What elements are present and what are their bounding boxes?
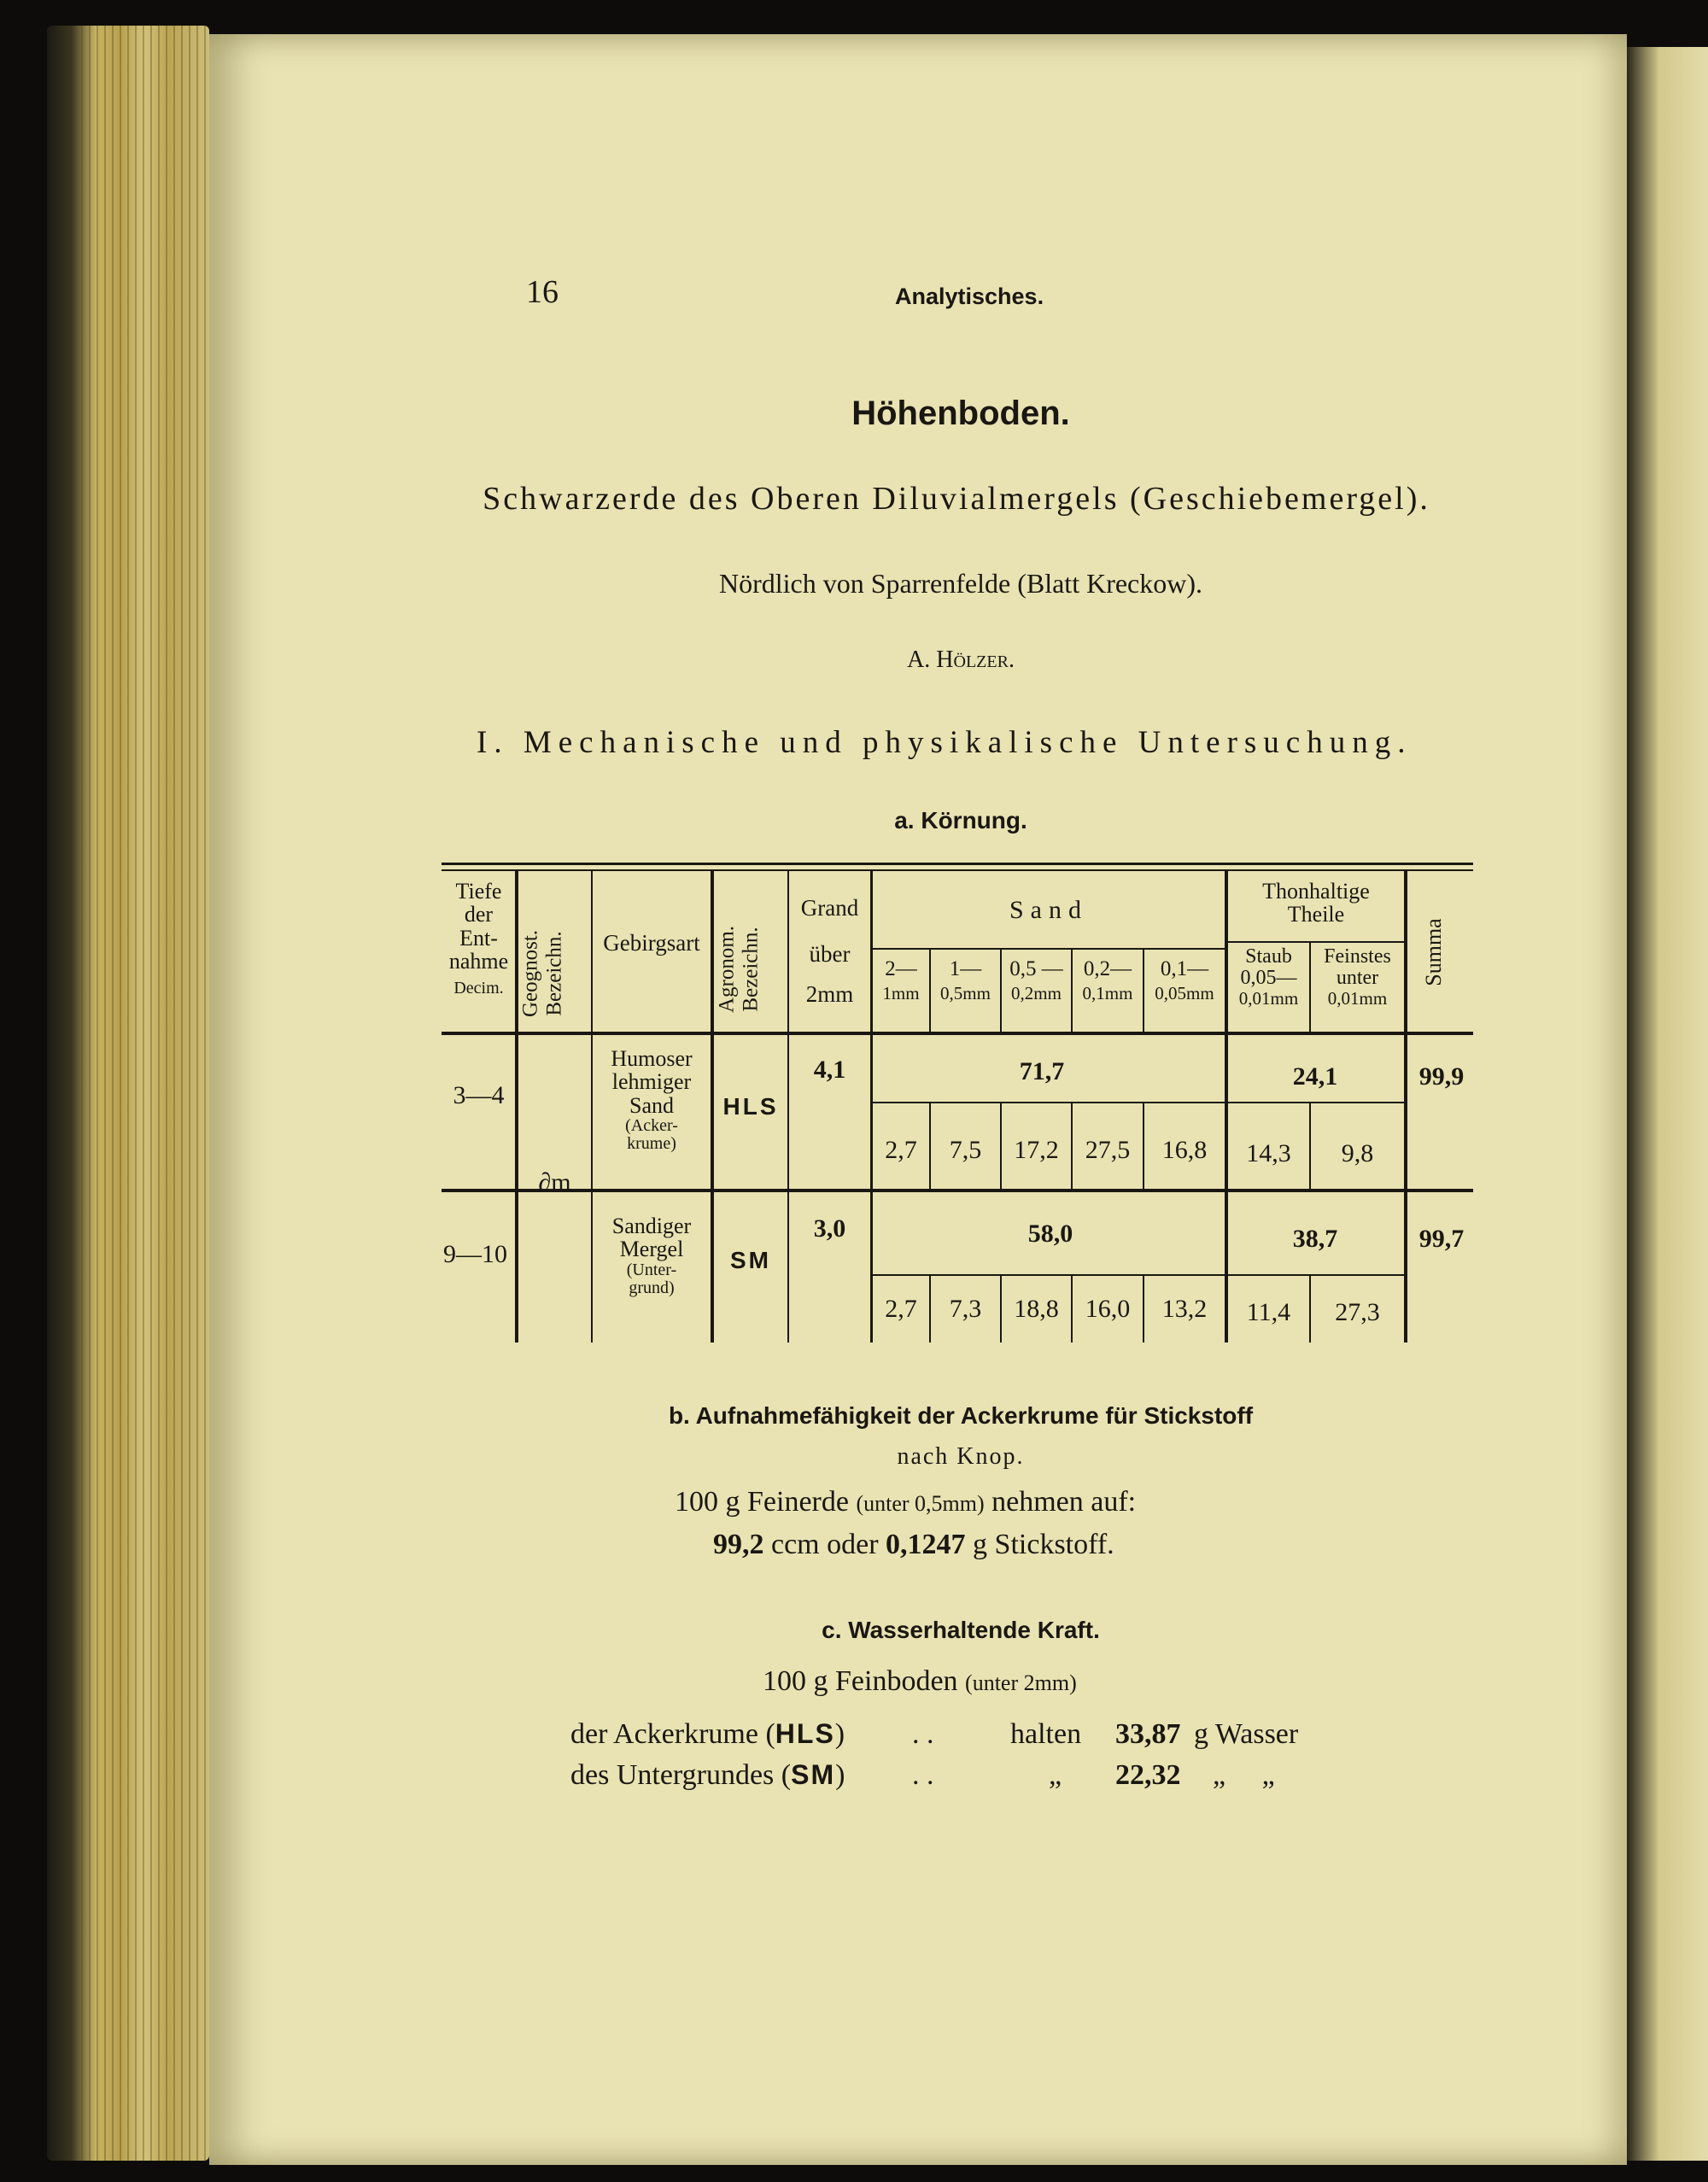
row1-sand-cell: 16,8	[1161, 1136, 1208, 1164]
value: 22,32	[1115, 1759, 1181, 1791]
section-heading-1: I. Mechanische und physikalische Untersuchung.	[477, 725, 1413, 760]
row1-thon-cell: 9,8	[1341, 1139, 1374, 1167]
thon-sub-rule	[1226, 941, 1406, 943]
header-geognost: Geognost. Bezeichn.	[518, 929, 565, 1018]
text: )	[834, 1718, 845, 1750]
row1-grand: 4,1	[813, 1056, 846, 1084]
header-agronom: Agronom. Bezeichn.	[715, 925, 762, 1014]
header-bottom-rule	[442, 1032, 1473, 1035]
location-line: Nördlich von Sparrenfelde (Blatt Kreckow).	[718, 568, 1203, 599]
row1-gebirgsart: Humoser lehmiger Sand (Acker- krume)	[611, 1046, 693, 1153]
text: 100 g Feinboden	[763, 1665, 966, 1697]
subtitle: Schwarzerde des Oberen Diluvialmergels (Geschiebemergel).	[483, 481, 1430, 517]
header-summa: Summa	[1421, 918, 1446, 986]
row1-thon-cell: 14,3	[1246, 1139, 1291, 1167]
text: „	[1049, 1759, 1062, 1791]
text: (unter 0,5mm)	[856, 1491, 985, 1516]
text: . .	[912, 1718, 934, 1750]
value: 33,87	[1115, 1718, 1181, 1750]
row2-sand-cell: 18,8	[1014, 1295, 1059, 1323]
row2-sand-total: 58,0	[1027, 1220, 1073, 1248]
header-thon: Thonhaltige Theile	[1262, 879, 1370, 927]
text: halten	[1010, 1718, 1082, 1750]
text: der Ackerkrume (	[570, 1718, 775, 1750]
code: HLS	[775, 1718, 835, 1749]
book-page	[209, 34, 1627, 2165]
section-c-row	[570, 1718, 1339, 1751]
book-page-edges	[47, 26, 209, 2161]
section-heading-a: a. Körnung.	[894, 807, 1027, 834]
row2-thon-total: 38,7	[1292, 1225, 1338, 1253]
row1-thon-total: 24,1	[1292, 1062, 1338, 1091]
row1-sand-cell: 17,2	[1014, 1136, 1059, 1164]
row1-agronom: HLS	[722, 1093, 779, 1120]
col-rule	[515, 871, 518, 1343]
col-rule	[870, 871, 873, 1343]
row2-agronom: SM	[730, 1247, 771, 1273]
text: )	[835, 1759, 845, 1791]
row1-summa: 99,9	[1418, 1062, 1465, 1091]
row-divider	[442, 1189, 1473, 1192]
text: 100 g Feinerde	[675, 1486, 857, 1518]
text: nehmen auf:	[984, 1486, 1137, 1518]
row1-sub-rule	[872, 1102, 1406, 1103]
row2-grand: 3,0	[813, 1214, 846, 1243]
facing-page-edge	[1627, 47, 1708, 2161]
section-heading-b: b. Aufnahmefähigkeit der Ackerkrume für Stickstoff	[668, 1402, 1254, 1429]
section-b-line2	[713, 1529, 1225, 1561]
row2-sub-rule	[872, 1274, 1406, 1276]
header-sand-col: 0,5 — 0,2mm	[1009, 957, 1063, 1004]
page-number: 16	[526, 274, 559, 310]
row2-sand-cell: 13,2	[1161, 1295, 1208, 1323]
author: A. Hölzer.	[907, 646, 1015, 673]
section-c-line1	[763, 1665, 1275, 1698]
col-rule	[1225, 871, 1228, 1343]
row2-summa: 99,7	[1418, 1225, 1465, 1253]
row2-tiefe: 9—10	[443, 1240, 507, 1268]
value: 99,2	[713, 1529, 764, 1560]
text: g Stickstoff.	[965, 1529, 1114, 1560]
section-c-row	[570, 1759, 1339, 1792]
row1-tiefe: 3—4	[453, 1081, 505, 1109]
text: g Wasser	[1194, 1718, 1299, 1750]
sand-sub-rule	[872, 948, 1226, 950]
row2-sand-cell: 2,7	[885, 1295, 917, 1323]
text: „ „	[1213, 1759, 1275, 1791]
row2-sand-cell: 16,0	[1085, 1295, 1131, 1323]
col-rule	[1404, 871, 1407, 1343]
header-gebirgsart: Gebirgsart	[603, 930, 700, 956]
row1-sand-cell: 2,7	[885, 1136, 917, 1164]
header-tiefe: Tiefe der Ent- nahme Decim.	[448, 879, 509, 998]
table-top-rule	[442, 863, 1473, 865]
running-head: Analytisches.	[895, 284, 1044, 309]
row2-sand-cell: 7,3	[949, 1295, 982, 1323]
row2-thon-cell: 11,4	[1246, 1298, 1291, 1326]
header-sand-col: 1— 0,5mm	[940, 957, 991, 1004]
row1-sand-cell: 27,5	[1085, 1136, 1131, 1164]
code: SM	[791, 1759, 836, 1790]
text: ccm oder	[763, 1529, 886, 1560]
header-sand-col: 0,2— 0,1mm	[1082, 957, 1133, 1004]
geognost-symbol: ∂m	[538, 1168, 571, 1196]
value: 0,1247	[886, 1529, 966, 1560]
header-thon-col: Staub 0,05— 0,01mm	[1238, 945, 1299, 1009]
row1-sand-total: 71,7	[1019, 1057, 1065, 1085]
row2-thon-cell: 27,3	[1335, 1298, 1380, 1326]
table-top-rule-2	[442, 869, 1473, 871]
header-grand: Grand über 2mm	[800, 895, 859, 1007]
text: (unter 2mm)	[965, 1670, 1077, 1695]
section-b-subtitle: nach Knop.	[897, 1443, 1025, 1470]
header-thon-col: Feinstes unter 0,01mm	[1324, 945, 1391, 1009]
header-sand-col: 2— 1mm	[882, 957, 920, 1004]
section-heading-c: c. Wasserhaltende Kraft.	[822, 1617, 1100, 1643]
text: . .	[912, 1759, 934, 1791]
row2-gebirgsart: Sandiger Mergel (Unter- grund)	[611, 1214, 692, 1297]
header-sand-col: 0,1— 0,05mm	[1155, 957, 1214, 1004]
text: des Untergrundes (	[570, 1759, 792, 1791]
header-sand: Sand	[1009, 896, 1088, 924]
row1-sand-cell: 7,5	[949, 1136, 982, 1164]
page-title: Höhenboden.	[851, 395, 1070, 432]
section-b-line1	[675, 1486, 1272, 1518]
